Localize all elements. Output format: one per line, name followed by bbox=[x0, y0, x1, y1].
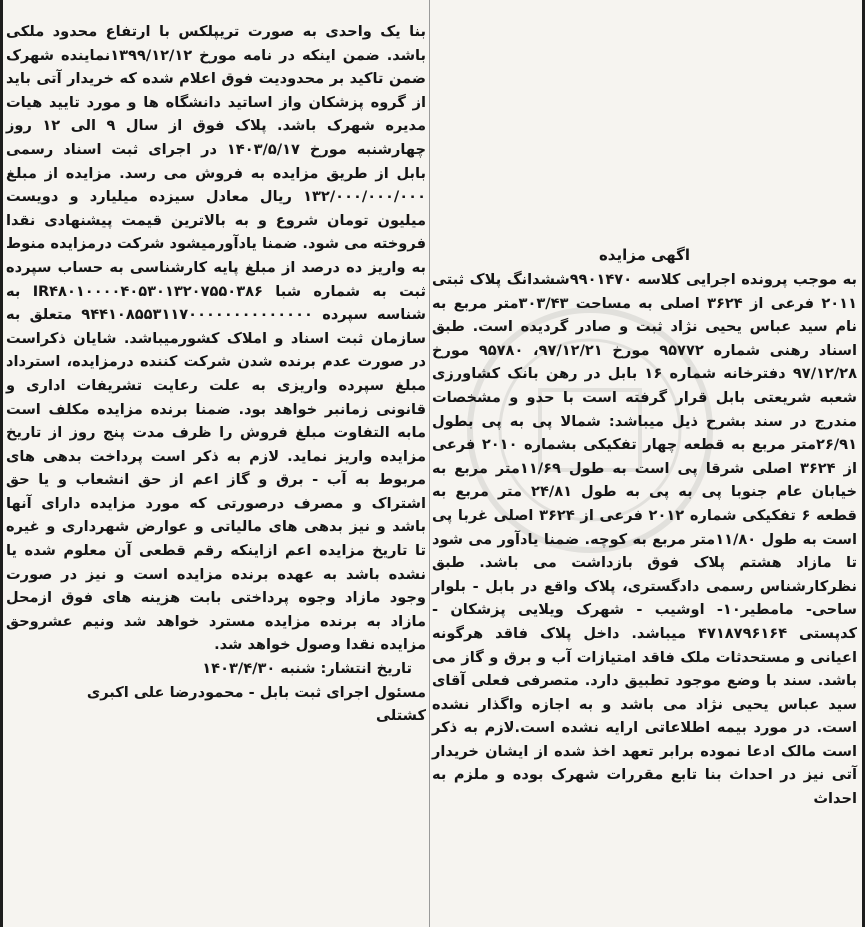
signature-line-1: مسئول اجرای ثبت بابل - محمودرضا علی اکبری bbox=[86, 683, 426, 701]
column-divider bbox=[429, 0, 430, 927]
auction-notice-left-column bbox=[6, 20, 426, 728]
notice-title: اگهی مزایده bbox=[598, 246, 691, 264]
signature-line-2: کشتلی bbox=[375, 707, 426, 725]
publish-date: تاریخ انتشار: شنبه ۱۴۰۳/۴/۳۰ bbox=[202, 660, 412, 678]
auction-notice-right-column bbox=[432, 243, 857, 811]
notice-body-right: به موجب پرونده اجرایی کلاسه ۹۹۰۱۴۷۰ششدانگ پلاک ثبتی ۲۰۱۱ فرعی از ۳۶۲۴ اصلی به مساحت ۳۰۳/۴۳متر مربع به نام سید عباس یحیی نژاد ثبت و صادر گردیده است. طبق اسناد رهنی شماره ۹۵۷۷۲ مورخ ۹۷/۱۲/۲۱، ۹۵۷۸۰ مورخ ۹۷/۱۲/۲۸ دفترخانه شماره ۱۶ بابل در رهن بانک کشاورزی شعبه شریعتی بابل قرار گرفته است با حدو و مشخصات مندرج در سند بشرح ذیل میباشد: شمالا پی به پی بطول ۲۶/۹۱متر مربع به قطعه چهار تفکیکی بشماره ۲۰۱۰ فرعی از ۳۶۲۴ اصلی شرقا پی است به طول ۱۱/۶۹متر مربع به خیابان عام جنوبا پی به پی به طول ۲۴/۸۱ متر مربع به قطعه ۶ تفکیکی شماره ۲۰۱۲ فرعی از ۳۶۲۴ اصلی غربا پی است به طول ۱۱/۸۰متر مربع به کوچه. ضمنا یادآور می شود تا مازاد هشتم پلاک فوق بازداشت می باشد. طبق نظرکارشناس رسمی دادگستری، پلاک واقع در بابل - بلوار ساحی- مامطیر۱۰- اوشیب - شهرک ویلایی پزشکان - کدپستی ۴۷۱۸۷۹۶۱۶۴ میباشد. داخل پلاک فاقد هرگونه اعیانی و مستحدثات ملک فاقد امتیازات آب و برق و گاز می باشد. سند با وضع موجود تطبیق دارد. متصرفی فعلی آقای سید عباس یحیی نژاد می باشد و به اجازه واگذار نشده است. در مورد بیمه اطلاعاتی ارایه نشده است.لازم به ذکر است مالک ادعا نموده برابر تعهد اخذ شده از ایشان خریدار آتی نیز در احداث بنا تابع مقررات شهرک بوده و ملزم به احداث bbox=[432, 271, 858, 808]
notice-body-left: بنا یک واحدی به صورت تریپلکس با ارتفاع محدود ملکی باشد. ضمن اینکه در نامه مورخ ۱۳۹۹/۱۲/۱۲نماینده شهرک ضمن تاکید بر محدودیت فوق اعلام شده که خریدار آتی باید از گروه پزشکان واز اساتید دانشگاه ها و مورد تایید هیات مدیره شهرک باشد. پلاک فوق از سال ۹ الی ۱۲ روز چهارشنبه مورخ ۱۴۰۳/۵/۱۷ در اجرای ثبت اسناد رسمی بابل از طریق مزایده به فروش می رسد. مزایده از مبلغ ۱۳۲/۰۰۰/۰۰۰/۰۰۰ ریال معادل سیزده میلیارد و دویست میلیون تومان شروع و به بالاترین قیمت پیشنهادی نقدا فروخته می شود. ضمنا یادآورمیشود شرکت درمزایده منوط به واریز ده درصد از مبلغ پایه کارشناسی به حساب سپرده ثبت به شماره شبا IR۴۸۰۱۰۰۰۰۴۰۵۳۰۱۳۲۰۷۵۵۰۳۸۶ به شناسه سپرده ۹۴۴۱۰۸۵۵۳۱۱۷۰۰۰۰۰۰۰۰۰۰۰۰۰۰ متعلق به سازمان ثبت اسناد و املاک کشورمیباشد. شایان ذکراست در صورت عدم برنده شدن شرکت کننده درمزایده، استرداد مبلغ سپرده واریزی به علت رعایت تشریفات اداری و قانونی زمانبر خواهد بود. ضمنا برنده مزایده مکلف است مابه التفاوت مبلغ فروش را ظرف مدت پنج روز از تاریخ مزایده واریز نماید. لازم به ذکر است پرداخت بدهی های مربوط به آب - برق و گاز اعم از حق انشعاب و یا حق اشتراک و مصرف درصورتی که مورد مزایده دارای آنها باشد و نیز بدهی های مالیاتی و عوارض شهرداری و غیره تا تاریخ مزایده اعم ازاینکه رقم قطعی آن معلوم شده یا نشده باشد به عهده برنده مزایده است و نیز در صورت وجود مازاد وجوه پرداختی بابت هزینه های فوق ازمحل مازاد به برنده مزایده مسترد خواهد شد ونیم عشروحق مزایده نقدا وصول خواهد شد. bbox=[6, 23, 426, 654]
left-border bbox=[0, 0, 3, 927]
